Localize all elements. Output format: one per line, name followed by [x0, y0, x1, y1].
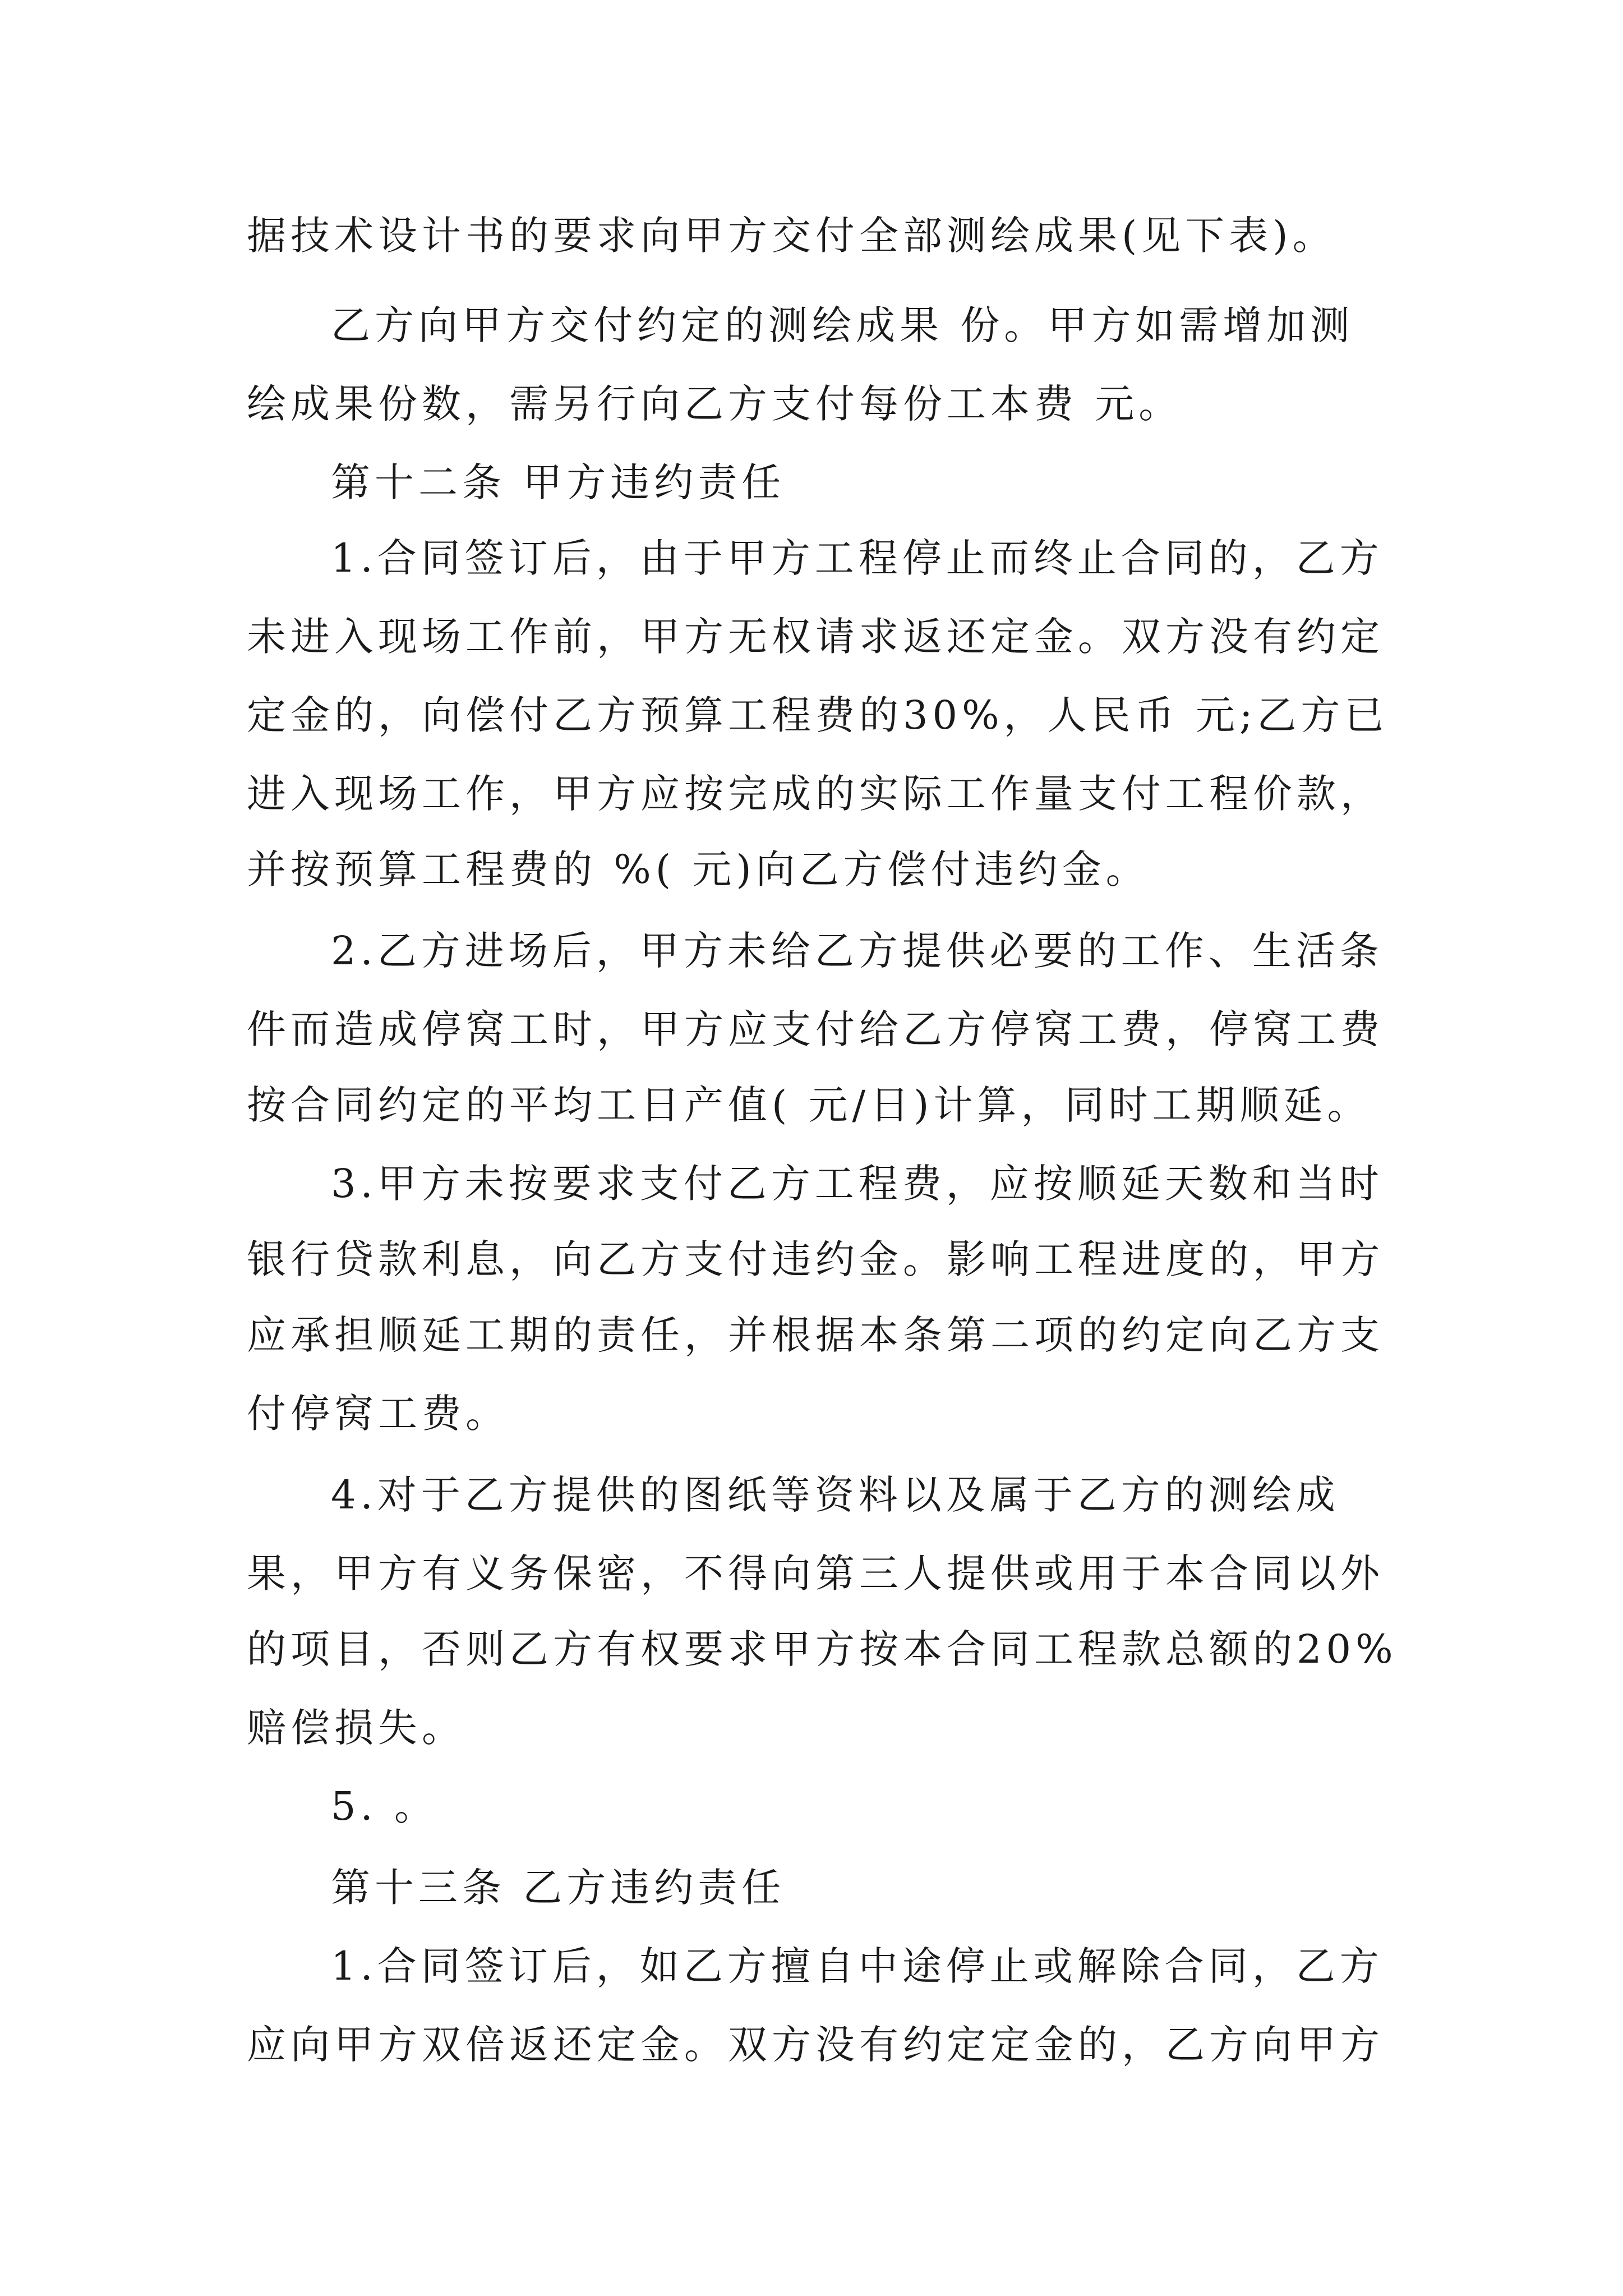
paragraph-line: 果，甲方有义务保密，不得向第三人提供或用于本合同以外	[247, 1550, 1384, 1596]
paragraph-line: 1.合同签订后，如乙方擅自中途停止或解除合同，乙方	[331, 1943, 1384, 1989]
paragraph-line: 5. 。	[331, 1783, 439, 1829]
paragraph-line: 付停窝工费。	[247, 1391, 509, 1437]
paragraph-line: 并按预算工程费的 %( 元)向乙方偿付违约金。	[247, 846, 1150, 892]
paragraph-line: 未进入现场工作前，甲方无权请求返还定金。双方没有约定	[247, 614, 1384, 660]
paragraph-line: 定金的，向偿付乙方预算工程费的30%，人民币 元;乙方已	[247, 692, 1389, 738]
paragraph-line: 第十二条 甲方违约责任	[331, 459, 786, 505]
paragraph-line: 件而造成停窝工时，甲方应支付给乙方停窝工费，停窝工费	[247, 1006, 1384, 1052]
paragraph-line: 1.合同签订后，由于甲方工程停止而终止合同的，乙方	[331, 535, 1384, 581]
paragraph-line: 绘成果份数，需另行向乙方支付每份工本费 元。	[247, 381, 1183, 427]
paragraph-line: 按合同约定的平均工日产值( 元/日)计算，同时工期顺延。	[247, 1082, 1371, 1128]
paragraph-line: 第十三条 乙方违约责任	[331, 1865, 786, 1911]
paragraph-line: 的项目，否则乙方有权要求甲方按本合同工程款总额的20%	[247, 1626, 1398, 1672]
paragraph-line: 应承担顺延工期的责任，并根据本条第二项的约定向乙方支	[247, 1312, 1384, 1358]
paragraph-line: 银行贷款利息，向乙方支付违约金。影响工程进度的，甲方	[247, 1236, 1384, 1282]
paragraph-line: 3.甲方未按要求支付乙方工程费，应按顺延天数和当时	[331, 1161, 1384, 1207]
paragraph-line: 4.对于乙方提供的图纸等资料以及属于乙方的测绘成	[331, 1472, 1340, 1518]
paragraph-line: 赔偿损失。	[247, 1705, 465, 1751]
paragraph-line: 乙方向甲方交付约定的测绘成果 份。甲方如需增加测	[331, 302, 1354, 348]
paragraph-line: 据技术设计书的要求向甲方交付全部测绘成果(见下表)。	[247, 213, 1336, 259]
paragraph-line: 应向甲方双倍返还定金。双方没有约定定金的，乙方向甲方	[247, 2022, 1384, 2068]
paragraph-line: 2.乙方进场后，甲方未给乙方提供必要的工作、生活条	[331, 928, 1384, 974]
paragraph-line: 进入现场工作，甲方应按完成的实际工作量支付工程价款，	[247, 771, 1384, 817]
